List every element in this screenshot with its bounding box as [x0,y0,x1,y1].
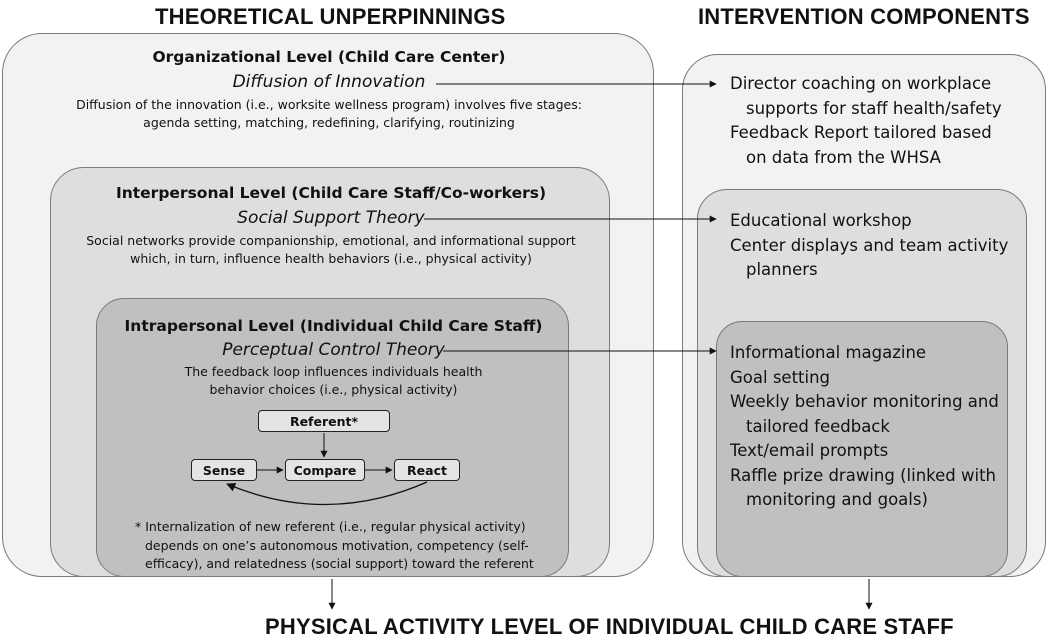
intrapersonal-theory-name: Perceptual Control Theory [222,340,445,360]
react-to-sense-feedback-arrow [227,482,427,505]
interpersonal-level-title: Interpersonal Level (Child Care Staff/Co-workers) [115,184,547,202]
component-item: Feedback Report tailored based on data from the WHSA [730,123,992,167]
component-item: Center displays and team activity planners [730,235,1009,279]
interpersonal-theory-name: Social Support Theory [237,208,425,228]
referent-node: Referent* [258,410,390,432]
interpersonal-description: Social networks provide companionship, emotional, and informational support which, in turn, influence health behaviors (i.e., physical activity) [86,233,576,266]
referent-footnote: * Internalization of new referent (i.e., regular physical activity) depends on one’s autonomous motivation, competency (self- efficacy), and relatedness (social support) toward the referent [135,519,534,571]
component-item: Informational magazine [730,343,927,362]
outcome-heading: PHYSICAL ACTIVITY LEVEL OF INDIVIDUAL CHILD CARE STAFF [265,614,954,639]
organizational-description: Diffusion of the innovation (i.e., worksite wellness program) involves five stages: agenda setting, matching, redefining, clarifying, routinizing [76,97,582,130]
component-item: Director coaching on workplace supports for staff health/safety [730,74,1002,118]
intrapersonal-level-title: Intrapersonal Level (Individual Child Care Staff) [124,317,543,335]
sense-node: Sense [191,459,257,481]
react-node: React [394,459,460,481]
organizational-theory-name: Diffusion of Innovation [232,72,426,92]
component-item: Goal setting [730,367,831,387]
theory-heading: THEORETICAL UNPERPINNINGS [155,4,506,29]
organizational-level-title: Organizational Level (Child Care Center) [152,48,506,66]
component-item: Educational workshop [730,211,912,230]
component-item: Text/email prompts [730,441,889,460]
components-heading: INTERVENTION COMPONENTS [698,4,1030,29]
compare-node: Compare [285,459,365,481]
component-item: Weekly behavior monitoring and tailored feedback [730,392,999,436]
component-item: Raffle prize drawing (linked with monitoring and goals) [730,465,996,509]
intrapersonal-description: The feedback loop influences individuals health behavior choices (i.e., physical activity) [184,364,483,397]
